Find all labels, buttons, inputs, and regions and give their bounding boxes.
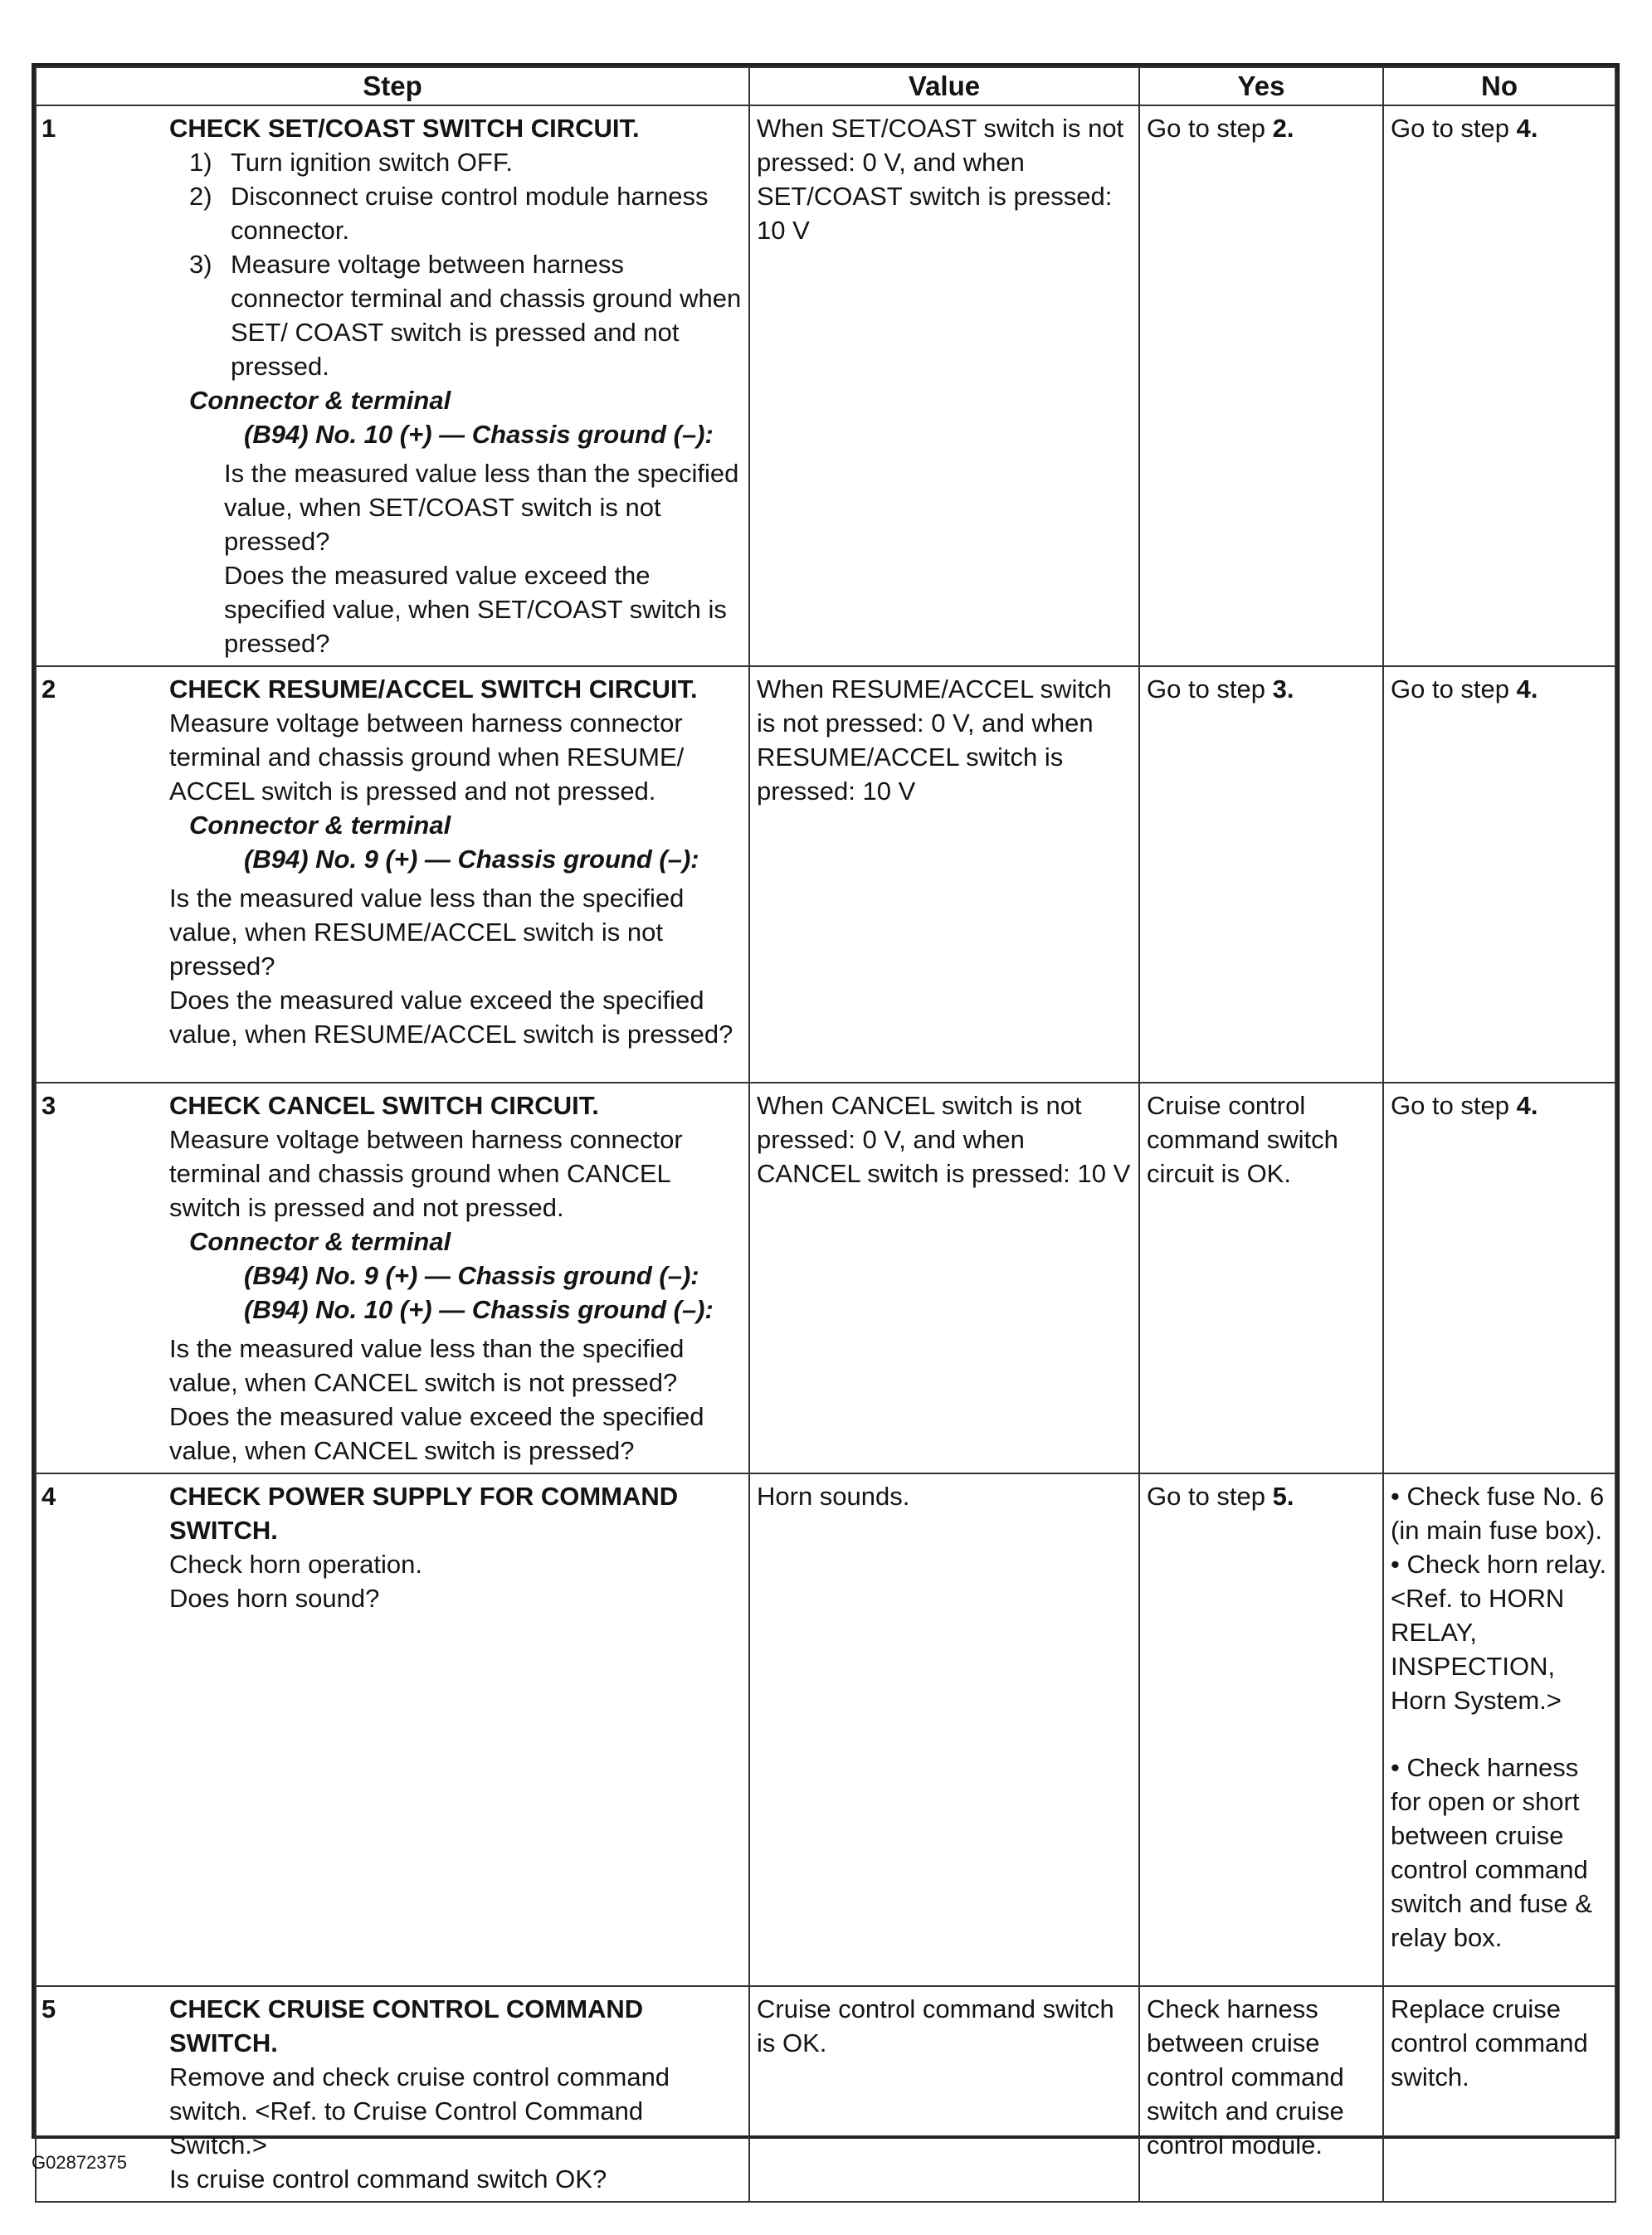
table-row [36,1083,1615,1473]
value-cell: When CANCEL switch is not pressed: 0 V, and when CANCEL switch is pressed: 10 V [749,1083,1139,1473]
no-cell: Go to step 4. [1383,105,1615,666]
question: Is the measured value less than the specified value, when RESUME/ACCEL switch is not pressed? [169,884,685,981]
terminal-spec: (B94) No. 9 (+) — Chassis ground (–): [244,845,699,874]
yes-cell: Cruise control command switch circuit is OK. [1139,1083,1383,1473]
step-title: CHECK POWER SUPPLY FOR COMMAND SWITCH. [169,1482,679,1545]
list-item: 3) Measure voltage between harness connector terminal and chassis ground when SET/ COAST switch is pressed and not pressed. [189,250,742,381]
step-title: CHECK SET/COAST SWITCH CIRCUIT. [169,114,640,143]
list-item: • Check horn relay. <Ref. to HORN RELAY, INSPECTION, Horn System.> [1391,1550,1607,1715]
yes-cell: Go to step 2. [1139,105,1383,666]
step-cell [36,1473,749,1986]
question: Is the measured value less than the specified value, when CANCEL switch is not pressed? [169,1334,685,1397]
header-value: Value [749,67,1139,105]
header-yes: Yes [1139,67,1383,105]
step-number: 4 [41,1482,56,1511]
header-row [36,67,1615,105]
connector-label: Connector & terminal [189,1227,451,1256]
no-cell: Go to step 4. [1383,666,1615,1083]
value-cell: When SET/COAST switch is not pressed: 0 V, and when SET/COAST switch is pressed: 10 V [749,105,1139,666]
no-cell: Go to step 4. [1383,1083,1615,1473]
terminal-spec: (B94) No. 9 (+) — Chassis ground (–): [244,1261,699,1290]
step-title: CHECK CRUISE CONTROL COMMAND SWITCH. [169,1994,644,2057]
step-cell [36,105,749,666]
step-number: 3 [41,1091,56,1120]
question: Does the measured value exceed the specified value, when SET/COAST switch is pressed? [224,561,727,658]
step-body: Measure voltage between harness connector terminal and chassis ground when RESUME/ ACCEL switch is pressed and not pressed. [169,708,685,806]
step-cell [36,666,749,1083]
diagnostic-table [35,66,1616,2203]
terminal-spec: (B94) No. 10 (+) — Chassis ground (–): [244,420,714,449]
step-cell [36,1986,749,2202]
value-cell: Cruise control command switch is OK. [749,1986,1139,2202]
table-row [36,1473,1615,1986]
step-line: Is cruise control command switch OK? [169,2164,607,2194]
no-cell: Replace cruise control command switch. [1383,1986,1615,2202]
step-title: CHECK RESUME/ACCEL SWITCH CIRCUIT. [169,674,698,704]
header-no: No [1383,67,1615,105]
step-number: 2 [41,674,56,704]
step-number: 5 [41,1994,56,2023]
list-item: 2) Disconnect cruise control module harness connector. [189,182,709,245]
question: Does the measured value exceed the specified value, when RESUME/ACCEL switch is pressed? [169,986,733,1049]
table-row [36,105,1615,666]
table-row [36,666,1615,1083]
list-item: • Check fuse No. 6 (in main fuse box). [1391,1482,1605,1545]
step-number: 1 [41,114,56,143]
connector-label: Connector & terminal [189,811,451,840]
terminal-spec: (B94) No. 10 (+) — Chassis ground (–): [244,1295,714,1324]
step-line: Remove and check cruise control command switch. <Ref. to Cruise Control Command Switch.> [169,2062,670,2160]
yes-cell: Go to step 5. [1139,1473,1383,1986]
question: Does the measured value exceed the specified value, when CANCEL switch is pressed? [169,1402,704,1465]
step-body: Measure voltage between harness connector terminal and chassis ground when CANCEL switch is pressed and not pressed. [169,1125,683,1222]
list-item: 1) Turn ignition switch OFF. [189,148,513,177]
value-cell: Horn sounds. [749,1473,1139,1986]
step-line: Does horn sound? [169,1584,380,1613]
yes-cell: Go to step 3. [1139,666,1383,1083]
yes-cell: Check harness between cruise control command switch and cruise control module. [1139,1986,1383,2202]
no-cell [1383,1473,1615,1986]
step-title: CHECK CANCEL SWITCH CIRCUIT. [169,1091,599,1120]
header-step: Step [36,67,749,105]
step-line: Check horn operation. [169,1550,423,1579]
value-cell: When RESUME/ACCEL switch is not pressed: 0 V, and when RESUME/ACCEL switch is pressed: 10 V [749,666,1139,1083]
list-item: • Check harness for open or short between cruise control command switch and fuse & relay box. [1391,1753,1592,1952]
connector-label: Connector & terminal [189,386,451,415]
step-cell [36,1083,749,1473]
table-row [36,1986,1615,2202]
question: Is the measured value less than the specified value, when SET/COAST switch is not pressed? [224,459,739,556]
figure-id: G02872375 [32,2152,127,2173]
